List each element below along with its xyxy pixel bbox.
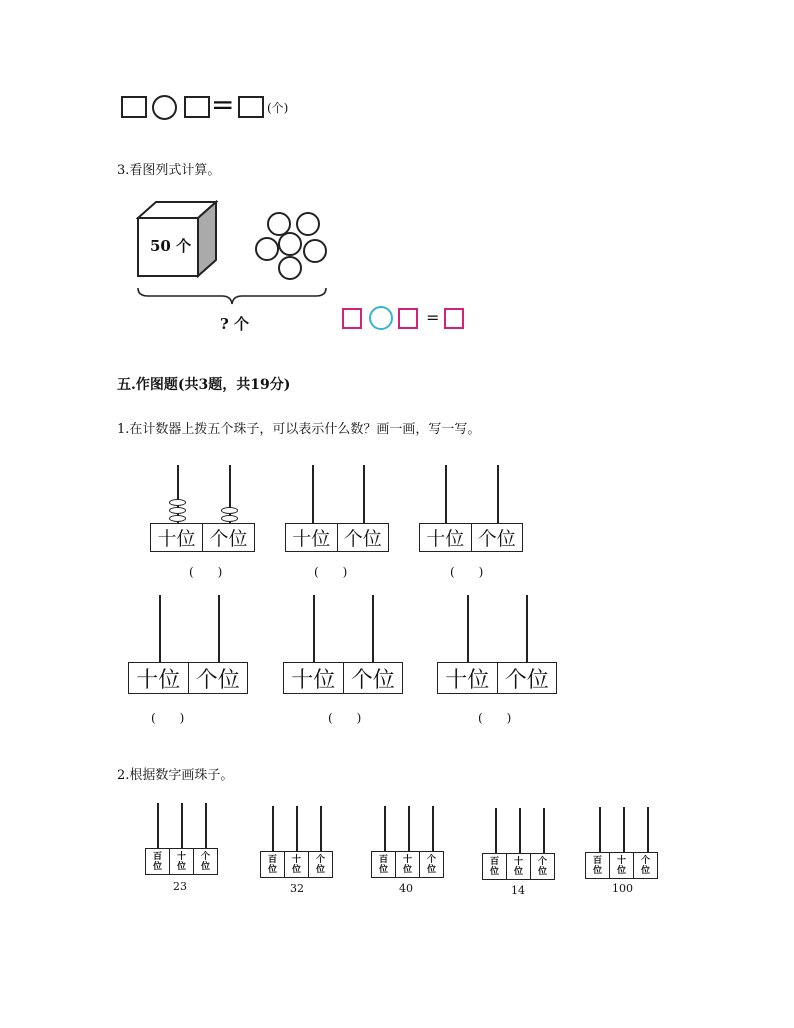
- tens-rod: [445, 465, 447, 523]
- ones-label: 个位: [337, 524, 389, 551]
- counter-circle: [278, 256, 302, 280]
- ones-label: 个 位: [419, 852, 443, 877]
- bead: [169, 507, 186, 514]
- hundreds-label: 百 位: [489, 856, 499, 877]
- answer-blank[interactable]: ( ): [314, 565, 348, 579]
- ones-label: 个位: [471, 524, 523, 551]
- place-value-label: [285, 523, 389, 552]
- target-number: 14: [511, 884, 525, 897]
- answer-box[interactable]: [184, 96, 210, 118]
- ones-rod: [363, 465, 365, 523]
- tens-label: 十 位: [395, 852, 419, 877]
- place-value-label: [419, 523, 523, 552]
- target-number: 23: [173, 880, 187, 893]
- ones-rod: [526, 595, 528, 662]
- answer-blank[interactable]: ( ): [151, 711, 185, 725]
- target-number: 100: [612, 882, 633, 895]
- tens-rod: [519, 808, 521, 853]
- tens-label: 十 位: [284, 852, 308, 877]
- tens-rod: [181, 803, 183, 848]
- hundreds-label: 百 位: [592, 855, 602, 876]
- answer-box[interactable]: [238, 96, 264, 118]
- tens-rod: [312, 465, 314, 523]
- section-5-title: 五.作图题(共3题，共19分): [117, 377, 291, 393]
- hundreds-rod: [495, 808, 497, 853]
- tens-label: 十 位: [169, 849, 193, 874]
- ones-label: 个位: [343, 663, 403, 693]
- target-number: 40: [399, 882, 413, 895]
- bead: [169, 515, 186, 522]
- answer-box[interactable]: [121, 96, 147, 118]
- answer-box[interactable]: [444, 308, 464, 329]
- place-value-label: [585, 852, 658, 879]
- tens-label: 十位: [157, 528, 196, 550]
- counter-circle: [296, 212, 320, 236]
- answer-box[interactable]: [342, 308, 362, 329]
- answer-blank[interactable]: ( ): [189, 565, 223, 579]
- tens-label: 十 位: [506, 854, 530, 879]
- ones-label: 个 位: [308, 852, 332, 877]
- ones-rod: [543, 808, 545, 853]
- tens-label: 十位: [291, 667, 336, 693]
- tens-label: 十 位: [609, 853, 633, 878]
- place-value-label: [437, 662, 557, 694]
- tens-rod: [623, 807, 625, 852]
- hundreds-label: 百 位: [267, 854, 277, 875]
- equals-sign: =: [426, 308, 440, 327]
- ones-rod: [218, 595, 220, 662]
- tens-rod: [159, 595, 161, 662]
- tens-label: 十位: [136, 667, 181, 693]
- cube-label: 50 个: [150, 237, 192, 255]
- equals-sign: =: [211, 88, 235, 121]
- bead: [221, 507, 238, 514]
- unit-label: (个): [267, 101, 289, 115]
- hundreds-label: 百 位: [378, 854, 388, 875]
- answer-blank[interactable]: ( ): [328, 711, 362, 725]
- question-2-title: 2.根据数字画珠子。: [117, 768, 234, 783]
- ones-rod: [320, 806, 322, 851]
- target-number: 32: [290, 882, 304, 895]
- place-value-label: [283, 662, 403, 694]
- ones-rod: [497, 465, 499, 523]
- counter-circle: [255, 237, 279, 261]
- tens-rod: [408, 806, 410, 851]
- ones-rod: [432, 806, 434, 851]
- tens-rod: [296, 806, 298, 851]
- ones-rod: [205, 803, 207, 848]
- hundreds-rod: [157, 803, 159, 848]
- ones-rod: [372, 595, 374, 662]
- place-value-label: [371, 851, 444, 878]
- tens-label: 十位: [445, 667, 490, 693]
- ones-label: 个 位: [193, 849, 217, 874]
- question-3-title: 3.看图列式计算。: [117, 163, 221, 178]
- ones-label: 个位: [497, 663, 557, 693]
- counter-circle: [303, 239, 327, 263]
- ones-rod: [647, 807, 649, 852]
- answer-box[interactable]: [398, 308, 418, 329]
- hundreds-rod: [599, 807, 601, 852]
- ones-label: 个位: [188, 663, 248, 693]
- tens-label: 十位: [292, 528, 331, 550]
- place-value-label: [482, 853, 555, 880]
- bead: [169, 499, 186, 506]
- ones-label: 个 位: [530, 854, 554, 879]
- total-label: ? 个: [220, 315, 250, 333]
- operator-circle[interactable]: [152, 95, 177, 120]
- tens-rod: [467, 595, 469, 662]
- answer-blank[interactable]: ( ): [450, 565, 484, 579]
- place-value-label: [128, 662, 248, 694]
- ones-label: 个位: [202, 524, 254, 551]
- hundreds-label: 百 位: [152, 851, 162, 872]
- place-value-label: [150, 523, 255, 552]
- total-brace: [136, 286, 328, 308]
- place-value-label: [145, 848, 218, 875]
- ones-label: 个 位: [633, 853, 657, 878]
- question-1-title: 1.在计数器上拨五个珠子，可以表示什么数？画一画，写一写。: [117, 422, 481, 437]
- operator-circle[interactable]: [369, 306, 393, 330]
- hundreds-rod: [384, 806, 386, 851]
- place-value-label: [260, 851, 333, 878]
- answer-blank[interactable]: ( ): [478, 711, 512, 725]
- tens-label: 十位: [426, 528, 465, 550]
- tens-rod: [313, 595, 315, 662]
- bead: [221, 515, 238, 522]
- counter-circle: [278, 232, 302, 256]
- hundreds-rod: [272, 806, 274, 851]
